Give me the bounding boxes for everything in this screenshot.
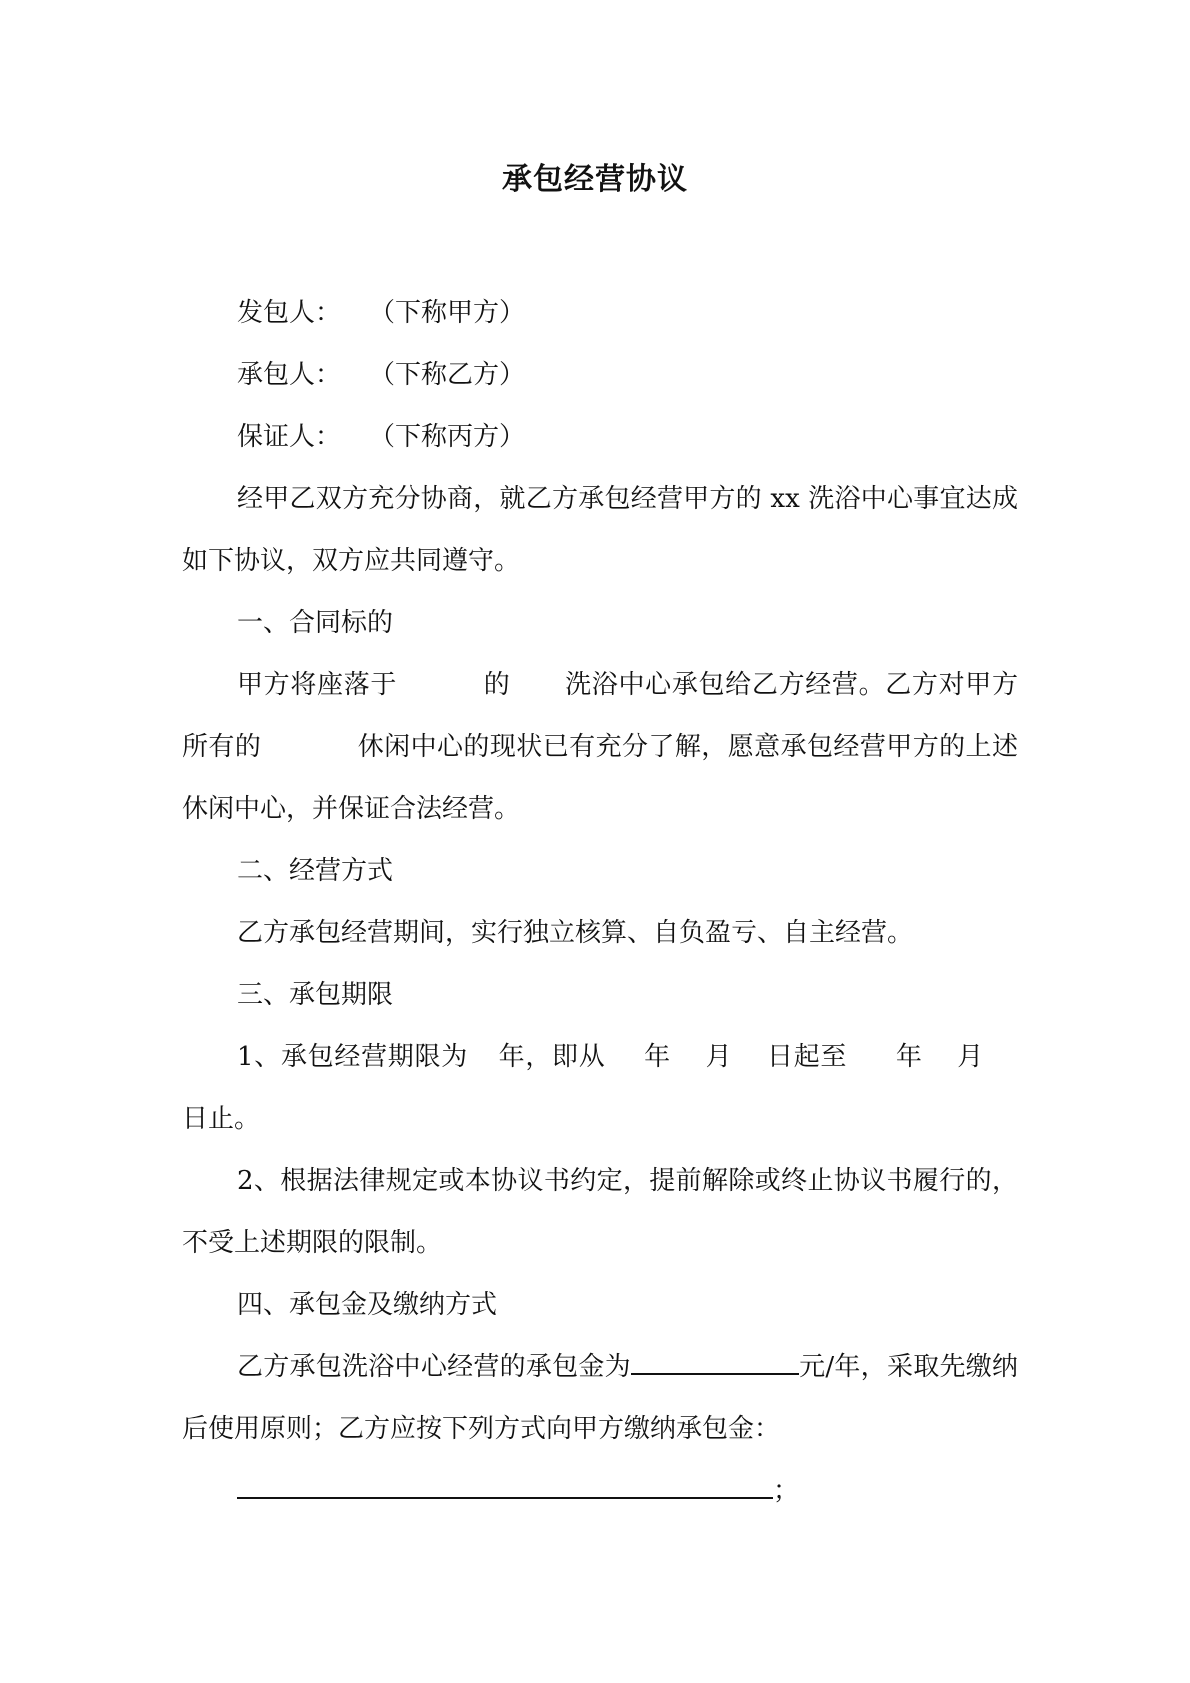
section1-text-a: 甲方将座落于 <box>237 670 398 700</box>
party-issuer <box>182 282 1018 344</box>
section4-heading: 四、承包金及缴纳方式 <box>237 1290 498 1320</box>
section3-item2: 2、根据法律规定或本协议书约定，提前解除或终止协议书履行的，不受上述期限的限制。 <box>182 1166 1018 1258</box>
section4-text-a: 乙方承包洗浴中心经营的承包金为 <box>237 1352 631 1382</box>
item1-text-g: 月 <box>956 1042 984 1072</box>
payment-method-line <box>182 1460 1018 1522</box>
blank-payment-method <box>237 1475 773 1499</box>
party-issuer-label: 发包人： <box>237 298 342 328</box>
section1-text-c: 洗浴中心承包给乙方经营。乙方对甲方所有的 <box>182 670 1018 762</box>
section3-heading: 三、承包期限 <box>237 980 394 1010</box>
document-body <box>182 282 1018 1522</box>
item1-text-c: 年 <box>643 1042 671 1072</box>
document-title: 承包经营协议 <box>502 162 688 197</box>
party-guarantor-note: （下称丙方） <box>369 422 526 452</box>
party-contractor <box>182 344 1018 406</box>
item1-text-e: 日起至 <box>766 1042 848 1072</box>
party-guarantor <box>182 406 1018 468</box>
party-contractor-note: （下称乙方） <box>369 360 526 390</box>
party-contractor-label: 承包人： <box>237 360 342 390</box>
item1-text-a: 1、承包经营期限为 <box>237 1042 468 1072</box>
payment-line-end: ； <box>773 1476 800 1506</box>
item1-text-b: 年，即从 <box>497 1042 606 1072</box>
intro-paragraph: 经甲乙双方充分协商，就乙方承包经营甲方的 xx 洗浴中心事宜达成如下协议，双方应共同遵守。 <box>182 484 1018 576</box>
section2-paragraph: 乙方承包经营期间，实行独立核算、自负盈亏、自主经营。 <box>237 918 914 948</box>
section1-text-d: 休闲中心的现状已有充分了解，愿意承包经营甲方的上述休闲中心，并保证合法经营。 <box>182 732 1018 824</box>
section1-heading: 一、合同标的 <box>237 608 394 638</box>
section4-paragraph <box>182 1336 1018 1460</box>
section1-text-b: 的 <box>483 670 511 700</box>
item1-text-h: 日止。 <box>182 1104 261 1134</box>
item1-text-d: 月 <box>704 1042 733 1072</box>
section1-paragraph <box>182 654 1018 840</box>
section3-item1 <box>182 1026 1018 1150</box>
party-issuer-note: （下称甲方） <box>369 298 526 328</box>
section4-text-b: 元/年，采取先缴纳后使用原则；乙方应按下列方式向甲方缴纳承包金： <box>182 1352 1018 1444</box>
party-guarantor-label: 保证人： <box>237 422 342 452</box>
item1-text-f: 年 <box>895 1042 923 1072</box>
section2-heading: 二、经营方式 <box>237 856 394 886</box>
blank-fee-amount <box>631 1351 799 1375</box>
